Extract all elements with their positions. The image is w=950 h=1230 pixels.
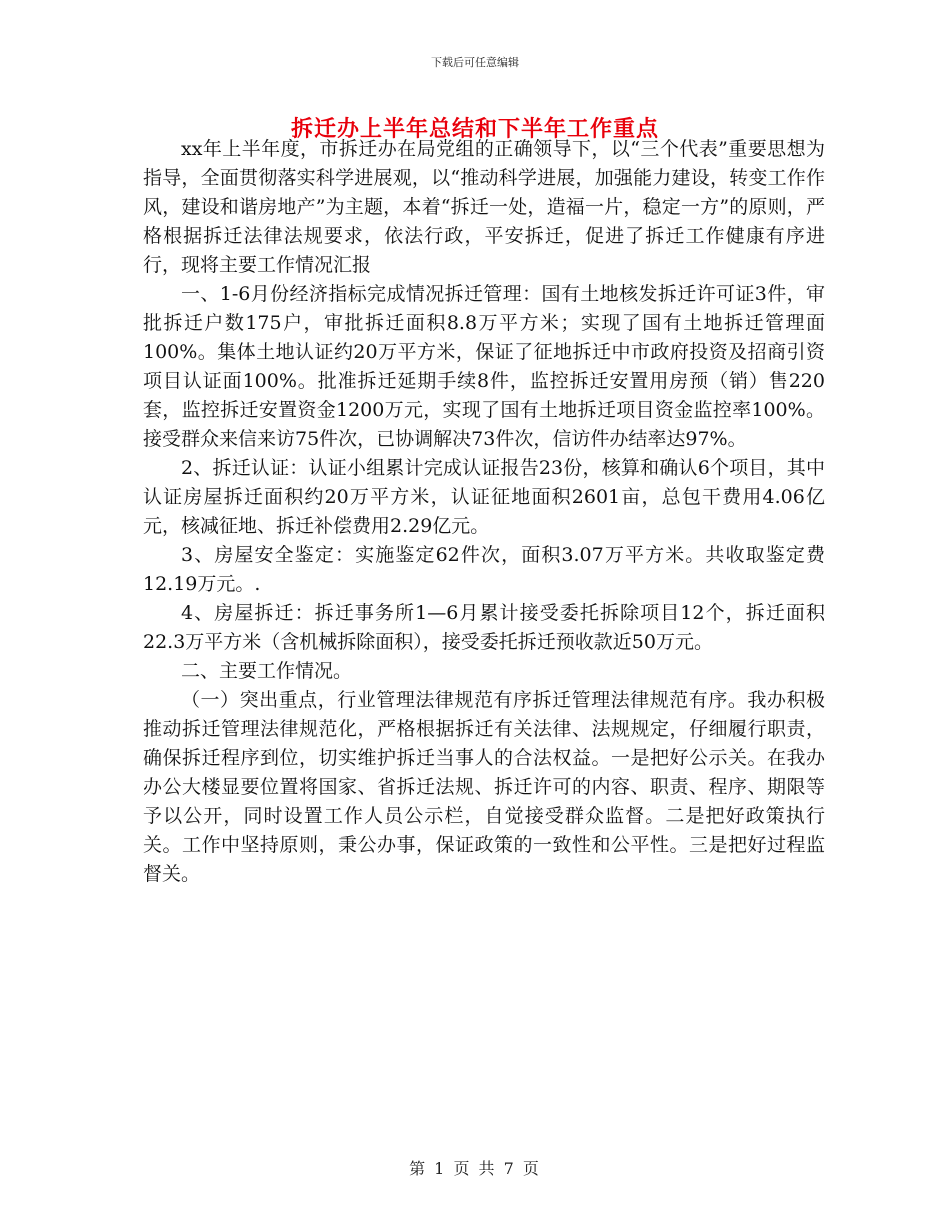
paragraph-section-2: 二、主要工作情况。 [181,660,353,682]
paragraph-item-2: 2、拆迁认证：认证小组累计完成认证报告23份，核算和确认6个项目，其中认证房屋拆迁面积约20万平方米，认证征地面积2601亩，总包干费用4.06亿元，核减征地、拆迁补偿费用2.29亿元。 [143,457,825,537]
document-title: 拆迁办上半年总结和下半年工作重点 [290,116,659,142]
page-number-footer: 第 1 页 共 7 页 [409,1159,541,1178]
paragraph-item-3: 3、房屋安全鉴定：实施鉴定62件次，面积3.07万平方米。共收取鉴定费12.19万元。. [143,544,825,595]
paragraph-section-1: 一、1-6月份经济指标完成情况拆迁管理：国有土地核发拆迁许可证3件，审批拆迁户数175户，审批拆迁面积8.8万平方米；实现了国有土地拆迁管理面100%。集体土地认证约20万平方米，保证了征地拆迁中市政府投资及招商引资项目认证面100%。批准拆迁延期手续8件，监控拆迁安置用房预（销）售220套，监控拆迁安置资金1200万元，实现了国有土地拆迁项目资金监控率100%。接受群众来信来访75件次，已协调解决73件次，信访件办结率达97%。 [143,283,825,450]
paragraph-intro: xx年上半年度，市拆迁办在局党组的正确领导下，以“三个代表”重要思想为指导，全面贯彻落实科学进展观，以“推动科学进展，加强能力建设，转变工作作风，建设和谐房地产”为主题，本着“拆迁一处，造福一片，稳定一方”的原则，严格根据拆迁法律法规要求，依法行政，平安拆迁，促进了拆迁工作健康有序进行，现将主要工作情况汇报 [143,138,825,276]
paragraph-item-4: 4、房屋拆迁：拆迁事务所1—6月累计接受委托拆除项目12个，拆迁面积22.3万平方米（含机械拆除面积），接受委托拆迁预收款近50万元。 [143,602,825,653]
paragraph-subsection-1: （一）突出重点，行业管理法律规范有序拆迁管理法律规范有序。我办积极推动拆迁管理法律规范化，严格根据拆迁有关法律、法规规定，仔细履行职责，确保拆迁程序到位，切实维护拆迁当事人的合法权益。一是把好公示关。在我办办公大楼显要位置将国家、省拆迁法规、拆迁许可的内容、职责、程序、期限等予以公开，同时设置工作人员公示栏，自觉接受群众监督。二是把好政策执行关。工作中坚持原则，秉公办事，保证政策的一致性和公平性。三是把好过程监督关。 [143,689,825,885]
page-header-note: 下载后可任意编辑 [431,56,519,69]
document-body [143,135,825,889]
